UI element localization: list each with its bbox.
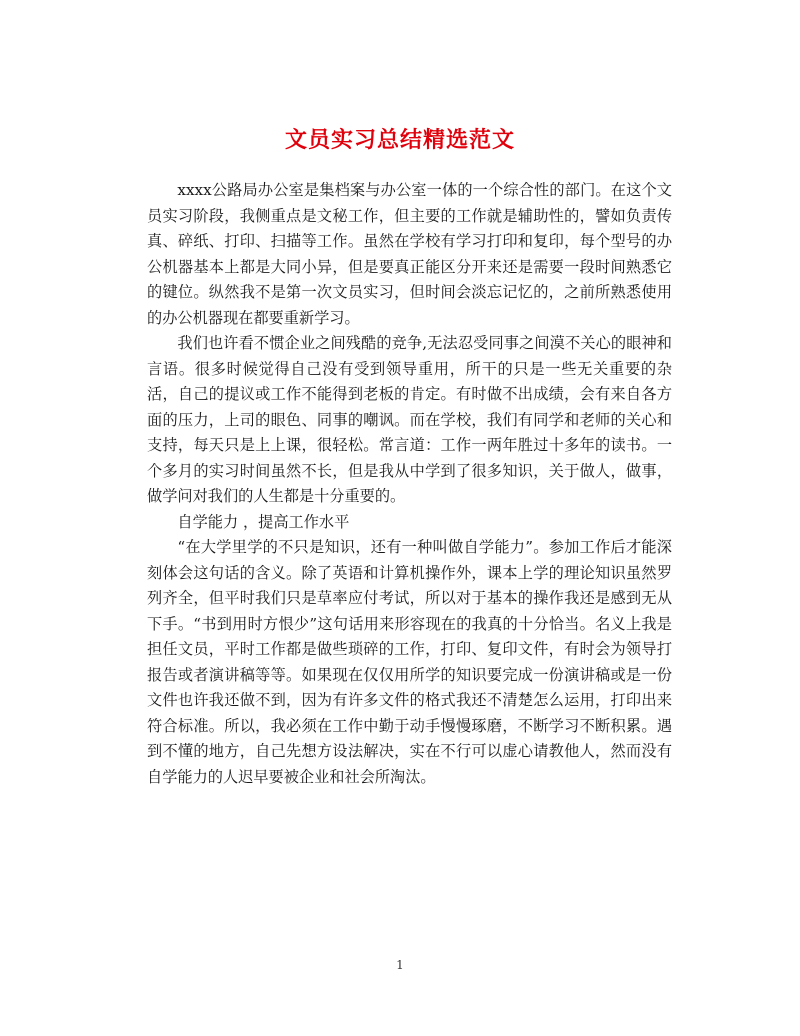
page-number: 1 [396,958,404,972]
document-body [147,178,672,790]
paragraph-competition: 我们也许看不惯企业之间残酷的竞争,无法忍受同事之间漠不关心的眼神和言语。很多时候觉得自己没有受到领导重用，所干的只是一些无关重要的杂活，自己的提议或工作不能得到老板的肯定。有时做不出成绩，会有来自各方面的压力，上司的眼色、同事的嘲讽。而在学校，我们有同学和老师的关心和支持，每天只是上上课，很轻松。常言道：工作一两年胜过十多年的读书。一个多月的实习时间虽然不长，但是我从中学到了很多知识，关于做人，做事，做学问对我们的人生都是十分重要的。 [147,334,672,505]
paragraph-self-learning: “在大学里学的不只是知识，还有一种叫做自学能力”。参加工作后才能深刻体会这句话的含义。除了英语和计算机操作外，课本上学的理论知识虽然罗列齐全，但平时我们只是草率应付考试，所以对于基本的操作我还是感到无从下手。“书到用时方恨少”这句话用来形容现在的我真的十分恰当。名义上我是担任文员，平时工作都是做些琐碎的工作，打印、复印文件，有时会为领导打报告或者演讲稿等等。如果现在仅仅用所学的知识要完成一份演讲稿或是一份文件也许我还做不到，因为有许多文件的格式我还不清楚怎么运用，打印出来符合标准。所以，我必须在工作中勤于动手慢慢琢磨，不断学习不断积累。遇到不懂的地方，自己先想方设法解决，实在不行可以虚心请教他人，然而没有自学能力的人迟早要被企业和社会所淘汰。 [147,538,672,786]
paragraph-intro: xxxx公路局办公室是集档案与办公室一体的一个综合性的部门。在这个文员实习阶段，我侧重点是文秘工作，但主要的工作就是辅助性的，譬如负责传真、碎纸、打印、扫描等工作。虽然在学校有学习打印和复印，每个型号的办公机器基本上都是大同小异，但是要真正能区分开来还是需要一段时间熟悉它的键位。纵然我不是第一次文员实习，但时间会淡忘记忆的，之前所熟悉使用的办公机器现在都要重新学习。 [147,181,672,327]
section-heading-self-learning: 自学能力 ，提高工作水平 [177,512,350,531]
document-title: 文员实习总结精选范文 [284,126,515,153]
